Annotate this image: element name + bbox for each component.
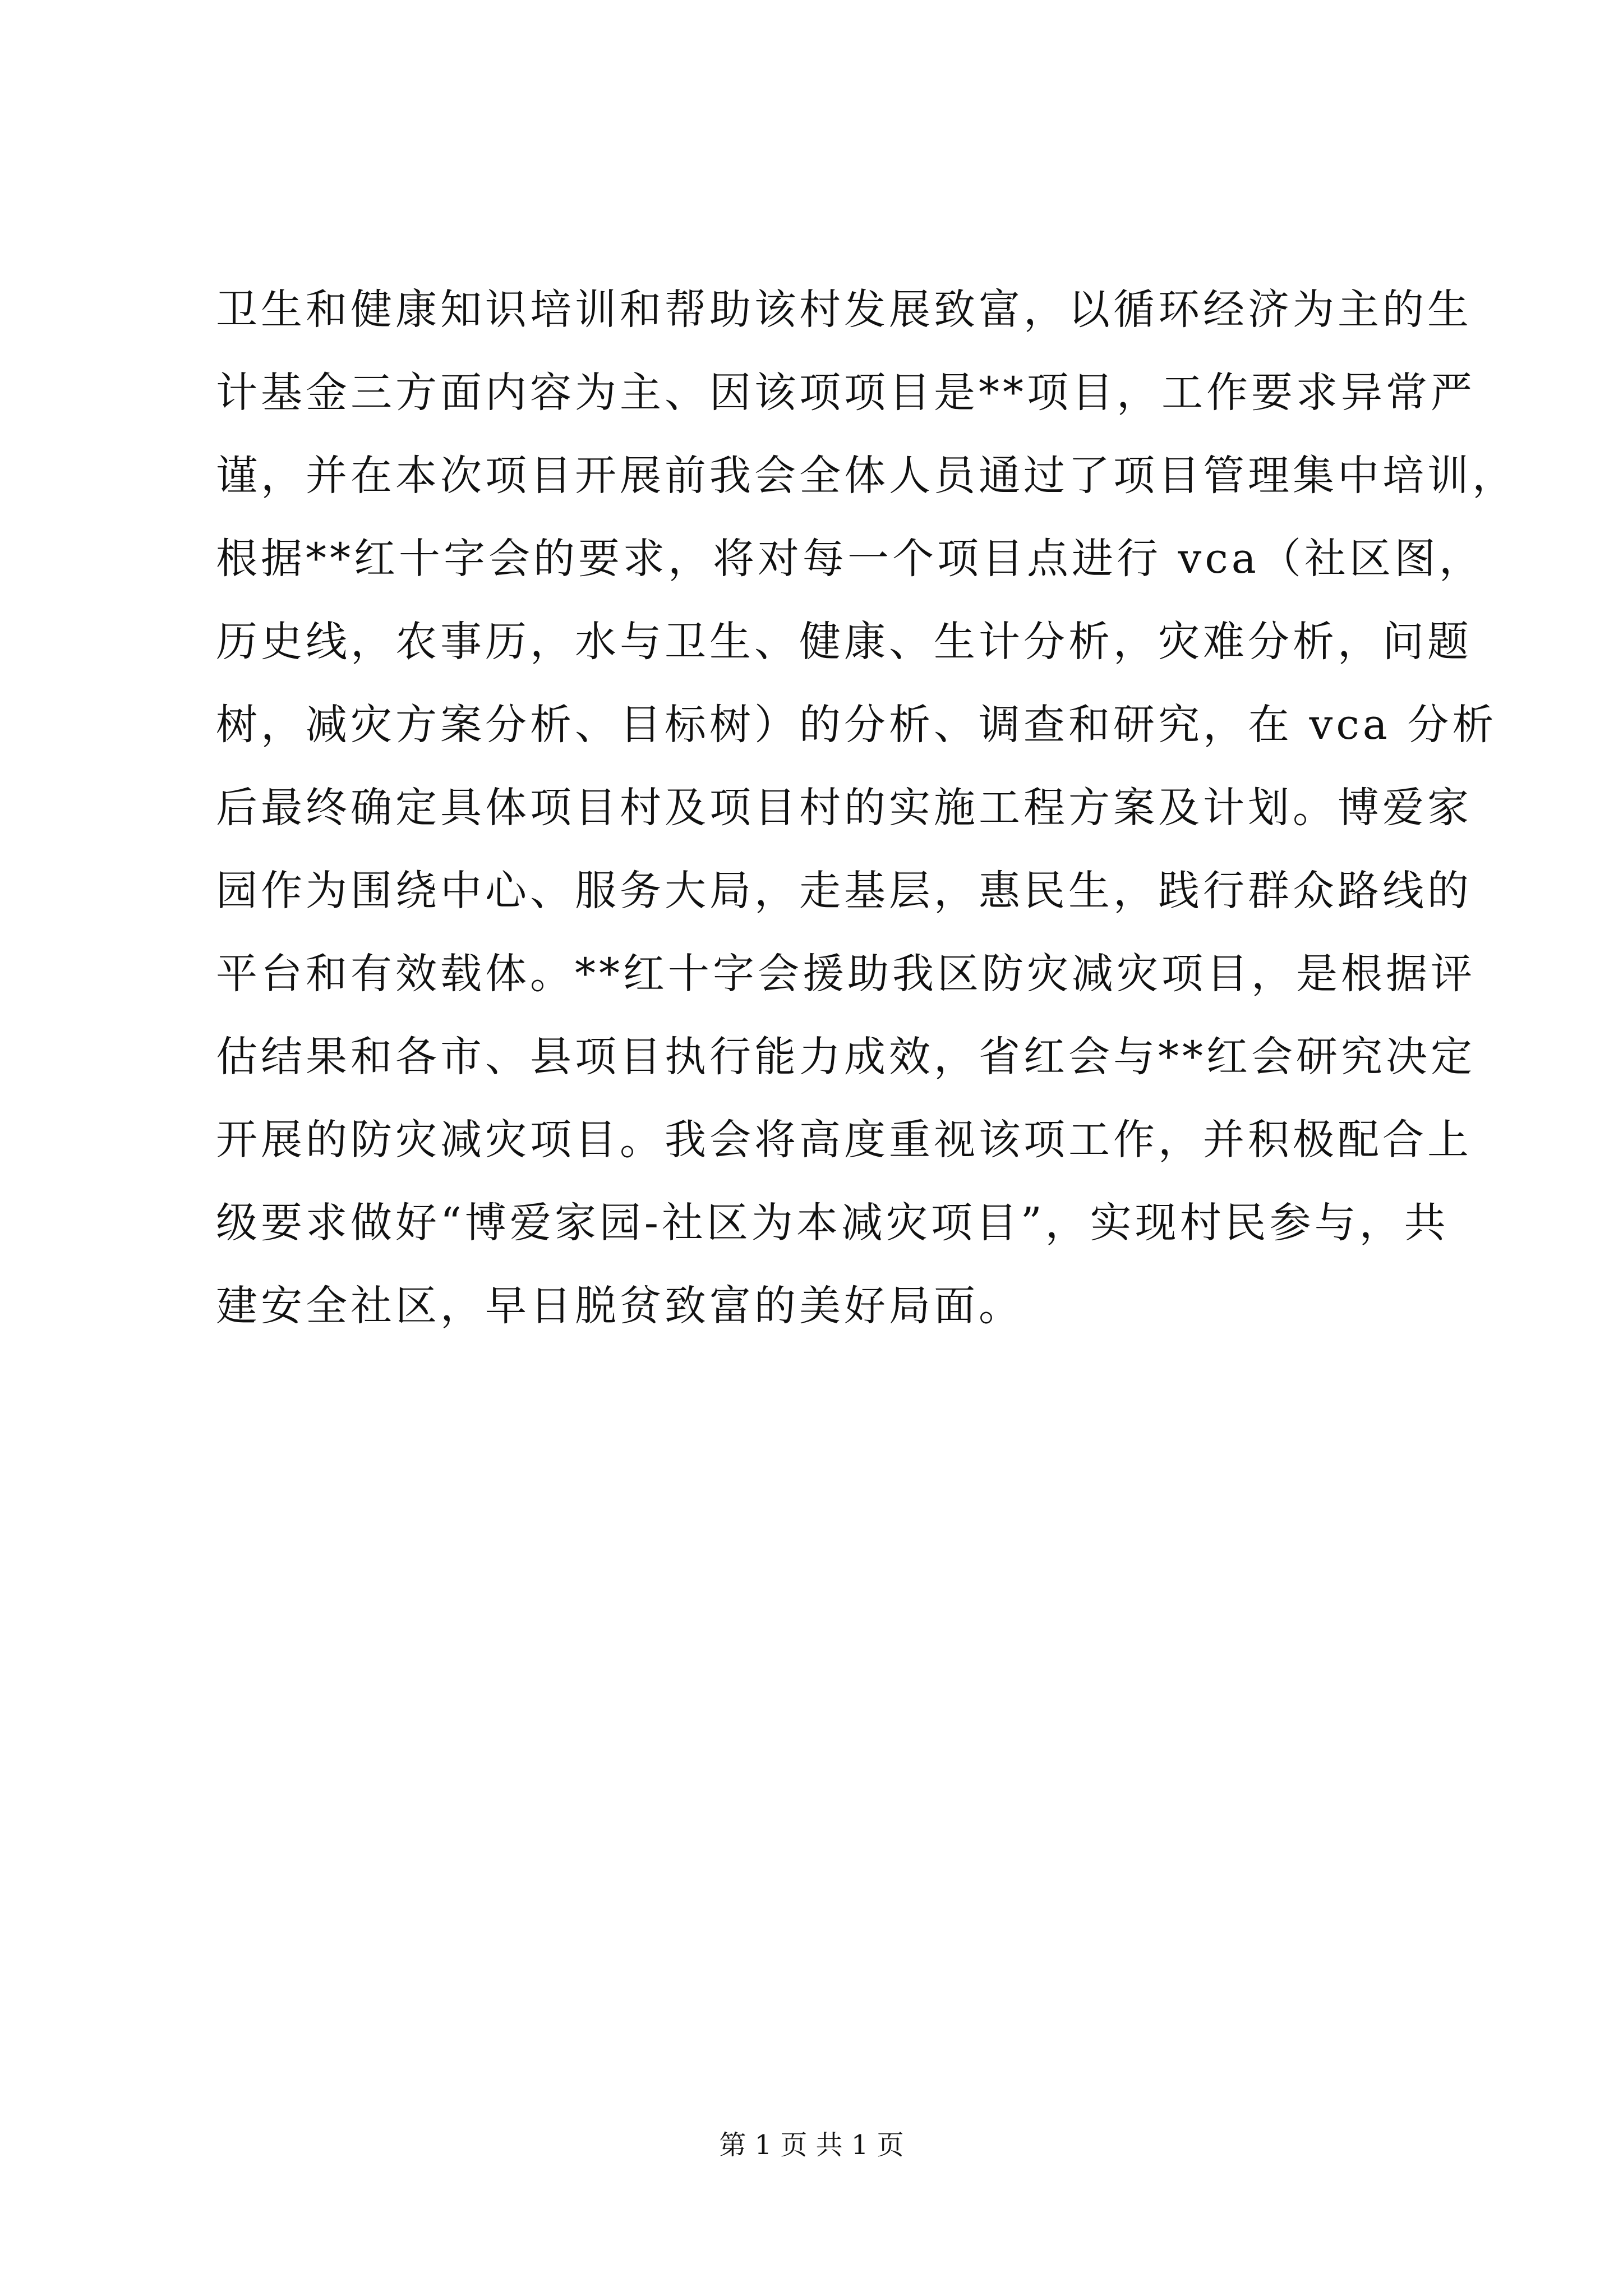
body-paragraph: [216, 268, 1517, 1347]
text-line: 级要求做好“博爱家园-社区为本减灾项目”，实现村民参与，共: [216, 1199, 1449, 1247]
text-line: 计基金三方面内容为主、因该项项目是**项目，工作要求异常严: [216, 369, 1476, 417]
text-line: 后最终确定具体项目村及项目村的实施工程方案及计划。博爱家: [216, 784, 1472, 832]
text-line: 估结果和各市、县项目执行能力成效，省红会与**红会研究决定: [216, 1033, 1476, 1081]
text-line: 历史线，农事历，水与卫生、健康、生计分析，灾难分析，问题: [216, 618, 1472, 666]
text-line: 建安全社区，早日脱贫致富的美好局面。: [216, 1282, 1023, 1330]
text-line: 卫生和健康知识培训和帮助该村发展致富，以循环经济为主的生: [216, 286, 1472, 334]
page-number-footer: 第 1 页 共 1 页: [719, 2129, 904, 2161]
text-line: 谨，并在本次项目开展前我会全体人员通过了项目管理集中培训，: [216, 452, 1517, 500]
text-line: 园作为围绕中心、服务大局，走基层，惠民生，践行群众路线的: [216, 867, 1472, 915]
text-line: 开展的防灾减灾项目。我会将高度重视该项工作，并积极配合上: [216, 1116, 1472, 1164]
text-line: 树，减灾方案分析、目标树）的分析、调查和研究，在 vca 分析: [216, 701, 1497, 749]
text-line: 平台和有效载体。**红十字会援助我区防灾减灾项目，是根据评: [216, 950, 1476, 998]
text-line: 根据**红十字会的要求，将对每一个项目点进行 vca（社区图，: [216, 535, 1484, 583]
